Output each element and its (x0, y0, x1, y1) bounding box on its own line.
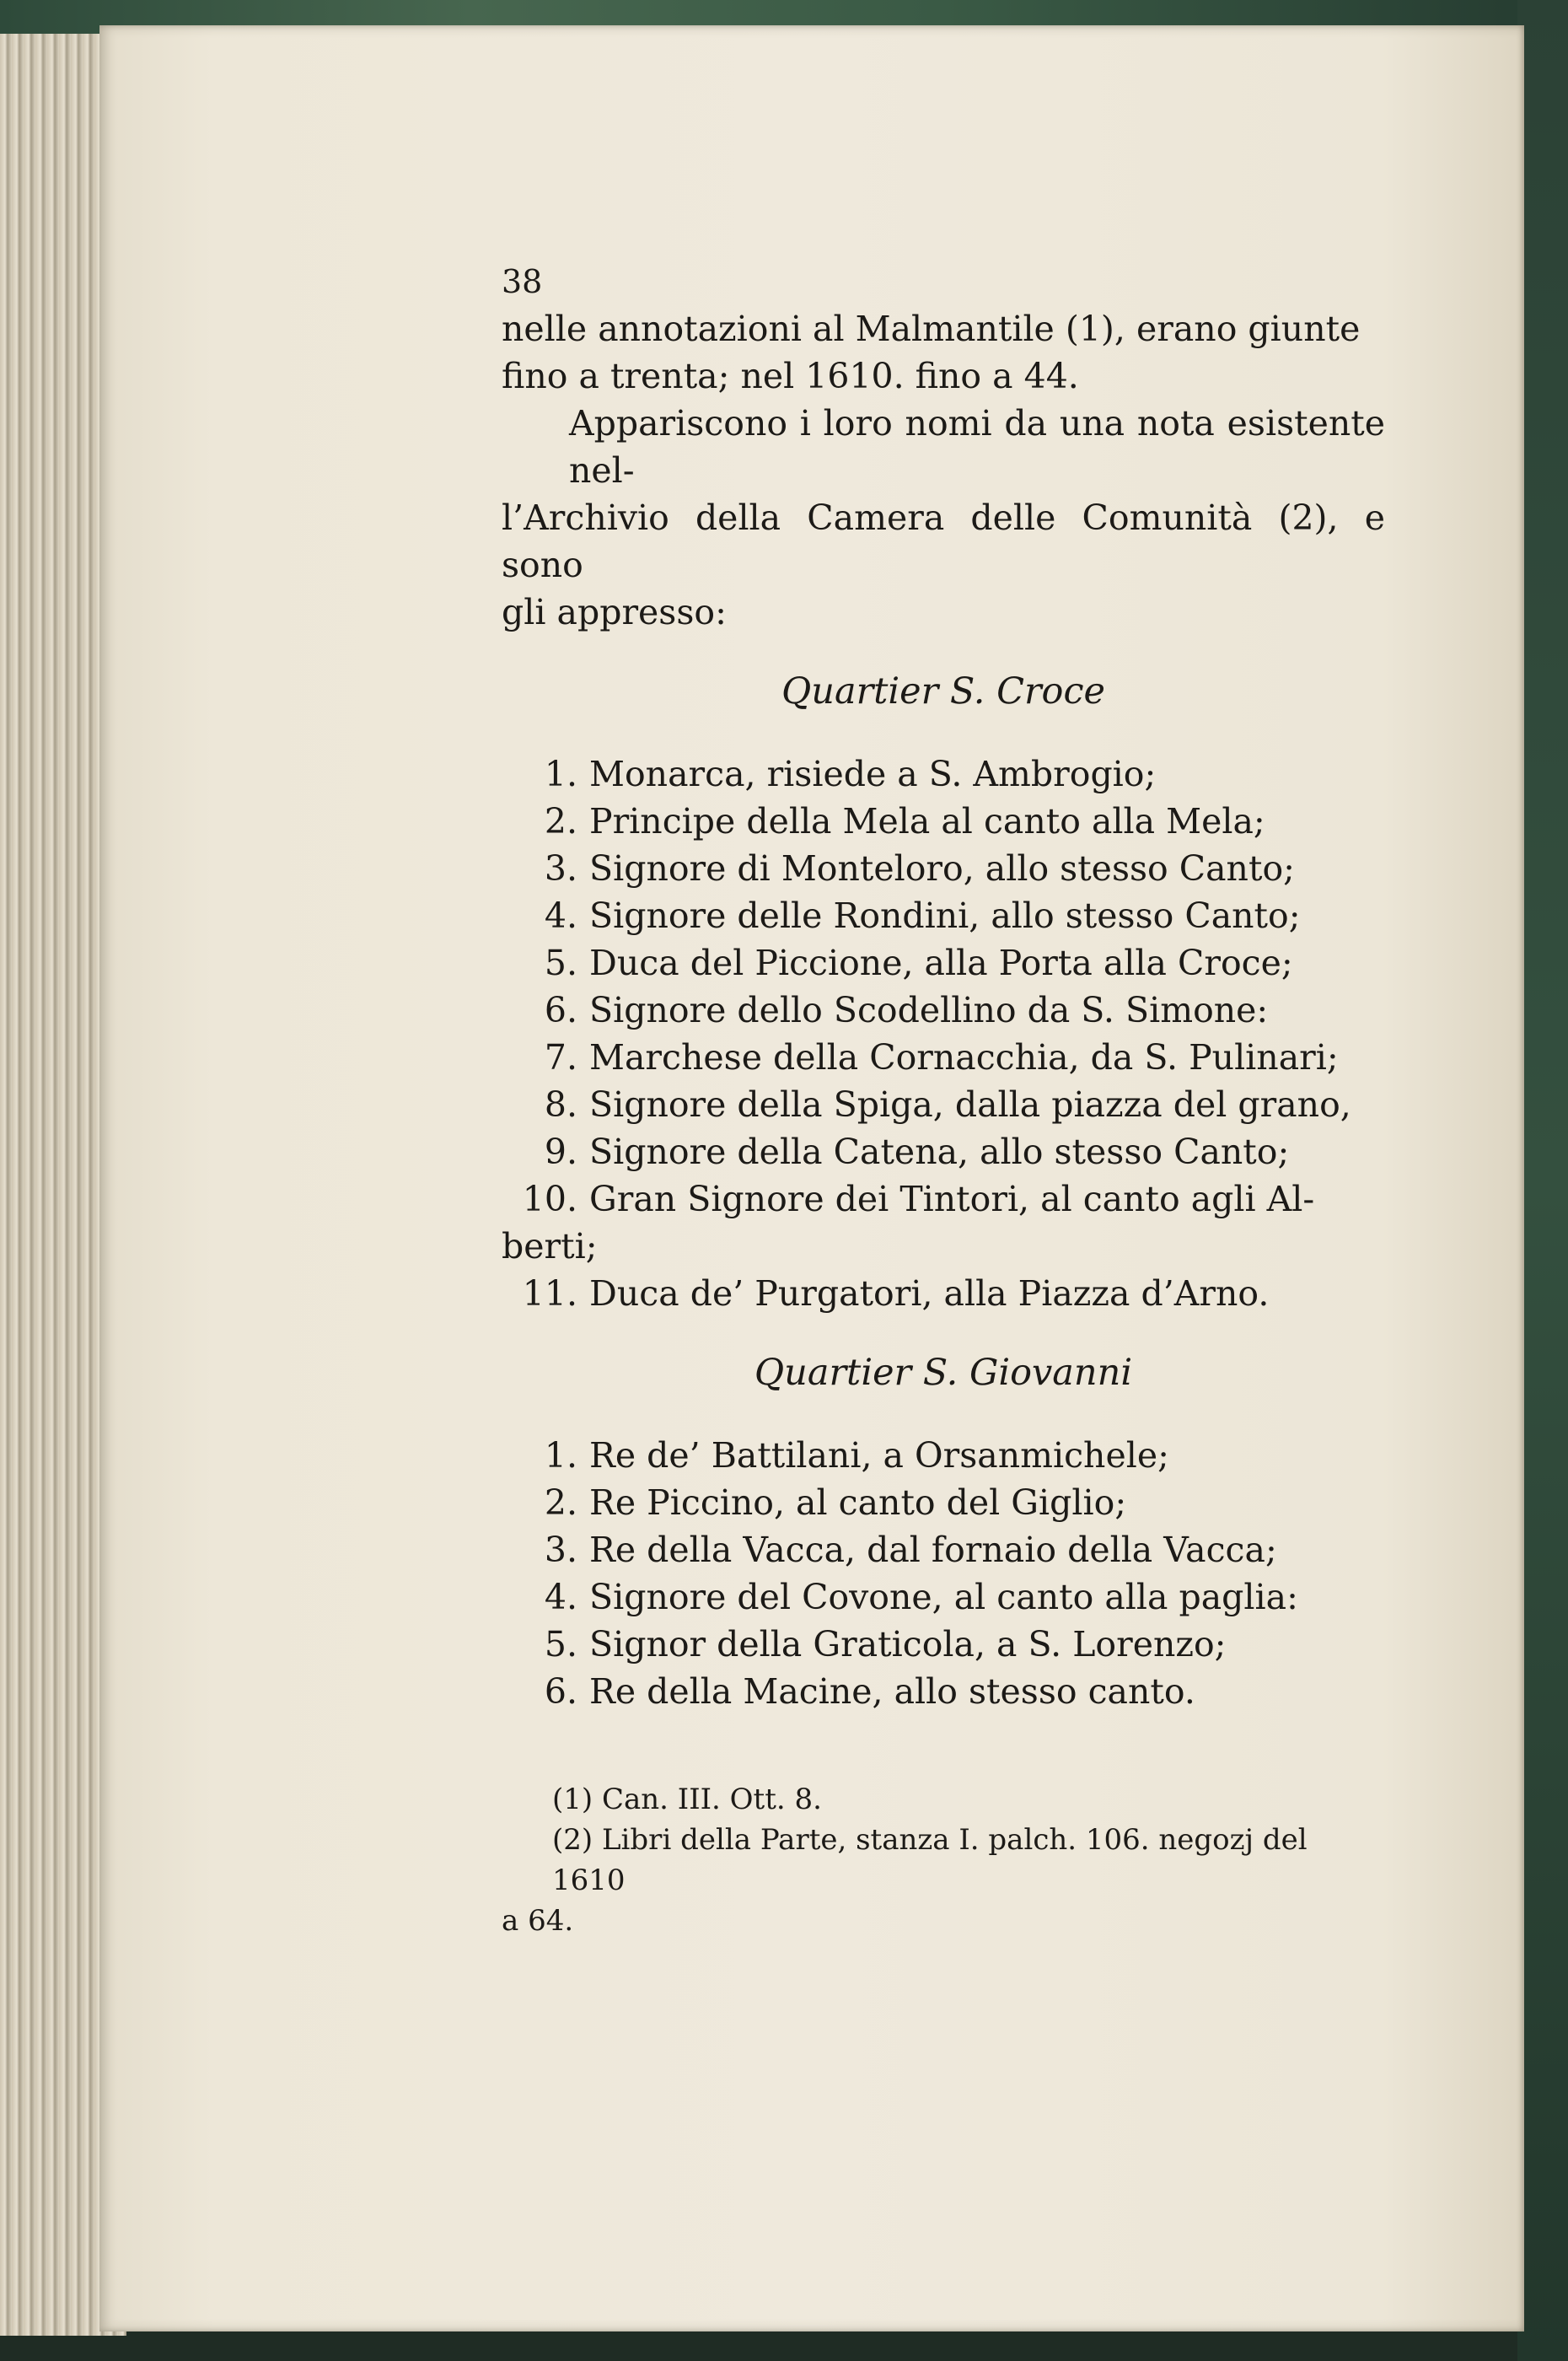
list-item (502, 1573, 1385, 1621)
list-item (502, 1668, 1385, 1715)
book-cover-right (1517, 0, 1568, 2361)
item-number: 5. (544, 1624, 577, 1665)
page-text (502, 261, 1385, 1941)
list-item (502, 1270, 1385, 1317)
item-number: 6. (544, 990, 577, 1030)
text-line: gli appresso: (502, 592, 727, 632)
footnote: (1) Can. III. Ott. 8. (552, 1783, 822, 1816)
item-text: Signor della Graticola, a S. Lorenzo; (589, 1624, 1227, 1665)
item-text: Re della Vacca, dal fornaio della Vacca; (589, 1530, 1277, 1570)
item-text: Duca del Piccione, alla Porta alla Croce; (589, 943, 1293, 983)
item-text: Signore del Covone, al canto alla paglia: (589, 1577, 1298, 1617)
item-text: Duca de’ Purgatori, alla Piazza d’Arno. (589, 1273, 1270, 1314)
item-number: 3. (544, 1530, 577, 1570)
item-text: Signore delle Rondini, allo stesso Canto; (589, 895, 1301, 936)
list-item (502, 845, 1385, 892)
footnotes (502, 1779, 1385, 1941)
item-text: Signore della Catena, allo stesso Canto; (589, 1132, 1290, 1172)
item-number: 4. (544, 1577, 577, 1617)
text-line: l’Archivio della Camera delle Comunità (2), e sono (502, 497, 1385, 585)
item-text: Principe della Mela al canto alla Mela; (589, 801, 1265, 842)
item-number: 10. (522, 1179, 577, 1219)
intro-paragraph (502, 305, 1385, 400)
section-heading: Quartier S. Giovanni (754, 1352, 1133, 1394)
item-text: Signore della Spiga, dalla piazza del grano, (589, 1084, 1351, 1125)
list-item (502, 750, 1385, 798)
list-item (502, 939, 1385, 987)
item-number: 1. (544, 754, 577, 794)
item-text: Signore di Monteloro, allo stesso Canto; (589, 848, 1295, 889)
section-list (502, 750, 1385, 1317)
item-number: 2. (544, 1482, 577, 1523)
item-text: Signore dello Scodellino da S. Simone: (589, 990, 1269, 1030)
list-item (502, 1034, 1385, 1081)
list-item (502, 1621, 1385, 1668)
page-number: 38 (502, 263, 543, 300)
list-item (502, 1175, 1385, 1223)
list-item (502, 1128, 1385, 1175)
item-text: Re Piccino, al canto del Giglio; (589, 1482, 1127, 1523)
list-item (502, 798, 1385, 845)
list-item (502, 892, 1385, 939)
list-item (502, 1432, 1385, 1479)
list-item (502, 1081, 1385, 1128)
text-line: fino a trenta; nel 1610. fino a 44. (502, 356, 1079, 396)
text-line: Appariscono i loro nomi da una nota esistente nel- (569, 403, 1385, 491)
list-item (502, 1479, 1385, 1526)
list-item-continuation (502, 1223, 1385, 1270)
section-heading: Quartier S. Croce (781, 670, 1105, 713)
item-number: 1. (544, 1435, 577, 1476)
item-text: Monarca, risiede a S. Ambrogio; (589, 754, 1157, 794)
item-number: 9. (544, 1132, 577, 1172)
item-text: Re della Macine, allo stesso canto. (589, 1671, 1195, 1712)
item-number: 4. (544, 895, 577, 936)
item-number: 6. (544, 1671, 577, 1712)
text-line: nelle annotazioni al Malmantile (1), erano giunte (502, 309, 1361, 349)
item-number: 5. (544, 943, 577, 983)
footnote-continuation: a 64. (502, 1904, 574, 1938)
footnote: (2) Libri della Parte, stanza I. palch. 106. negozj del 1610 (552, 1823, 1308, 1897)
main-paragraph (502, 400, 1385, 636)
item-number: 11. (522, 1273, 577, 1314)
list-item (502, 987, 1385, 1034)
item-text: berti; (502, 1226, 598, 1267)
item-text: Re de’ Battilani, a Orsanmichele; (589, 1435, 1169, 1476)
item-text: Marchese della Cornacchia, da S. Pulinari; (589, 1037, 1339, 1078)
list-item (502, 1526, 1385, 1573)
item-text: Gran Signore dei Tintori, al canto agli Al- (589, 1179, 1315, 1219)
item-number: 7. (544, 1037, 577, 1078)
item-number: 3. (544, 848, 577, 889)
item-number: 2. (544, 801, 577, 842)
item-number: 8. (544, 1084, 577, 1125)
section-list (502, 1432, 1385, 1715)
